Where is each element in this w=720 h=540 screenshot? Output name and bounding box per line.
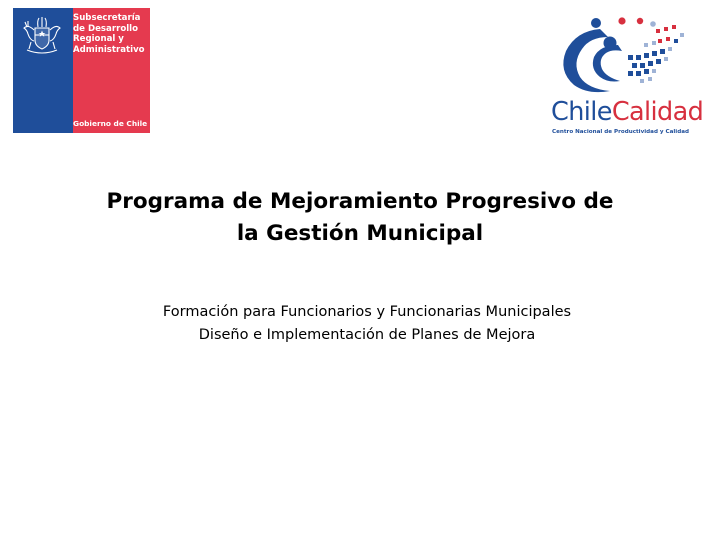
slide-title-line-2: la Gestión Municipal	[236, 221, 484, 246]
wordmark-chile: Chile	[551, 97, 612, 127]
government-logo-blue-panel	[13, 8, 73, 133]
government-logo	[13, 8, 150, 133]
slide-title	[40, 186, 680, 250]
chilecalidad-logo	[548, 15, 704, 140]
slide-subtitle	[40, 301, 694, 347]
chilecalidad-emblem-icon	[548, 15, 696, 100]
wordmark-calidad: Calidad	[611, 97, 704, 127]
slide-title-line-1: Programa de Mejoramiento Progresivo de	[106, 189, 614, 214]
slide-subtitle-line-2: Diseño e Implementación de Planes de Mejora	[198, 327, 536, 343]
chilecalidad-tagline: Centro Nacional de Productividad y Calidad	[552, 129, 689, 135]
government-name: Gobierno de Chile	[73, 119, 148, 128]
organization-name: Subsecretaría de Desarrollo Regional y Administrativo	[73, 13, 145, 55]
slide-subtitle-line-1: Formación para Funcionarios y Funcionarias Municipales	[162, 304, 572, 320]
government-logo-red-panel	[73, 8, 150, 133]
coat-of-arms-icon	[19, 14, 65, 58]
chilecalidad-wordmark	[551, 98, 703, 126]
